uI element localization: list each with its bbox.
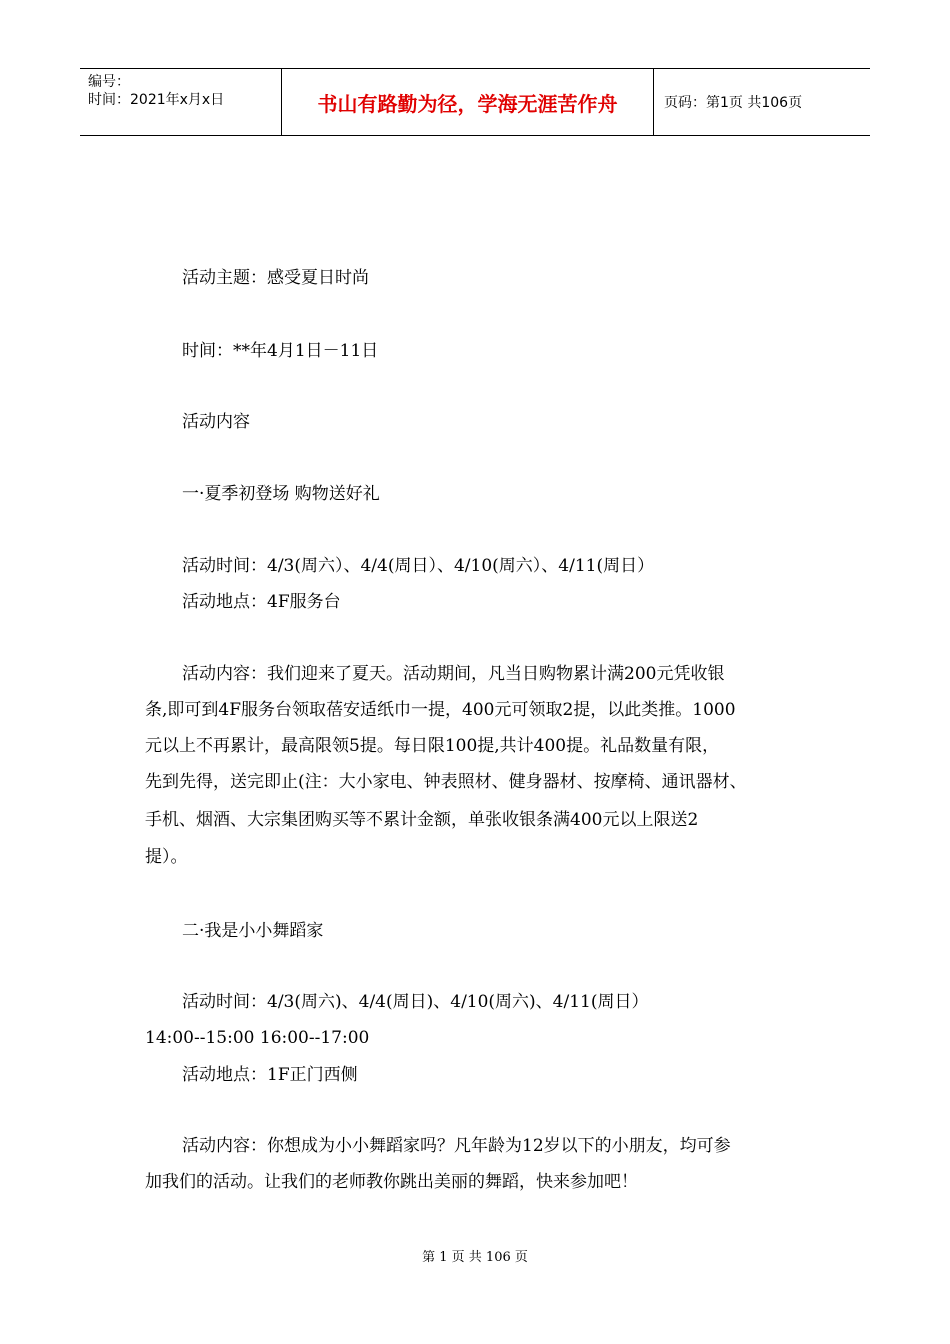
section-two-location: 活动地点：1F正门西侧 [182,1065,358,1085]
activity-theme: 活动主题：感受夏日时尚 [182,268,369,288]
section-two-paragraph-line: 加我们的活动。让我们的老师教你跳出美丽的舞蹈，快来参加吧！ [145,1172,638,1192]
section-one-paragraph-line: 先到先得，送完即止(注：大小家电、钟表照材、健身器材、按摩椅、通讯器材、 [145,772,747,792]
section-two-time-slots: 14:00--15:00 16:00--17:00 [145,1028,370,1048]
header-meta [80,69,282,135]
section-one-paragraph-line: 元以上不再累计，最高限领5提。每日限100提,共计400提。礼品数量有限， [145,736,720,756]
page-footer: 第 1 页 共 106 页 [422,1250,528,1265]
section-heading-content: 活动内容 [182,412,250,432]
section-one-paragraph-line: 活动内容：我们迎来了夏天。活动期间，凡当日购物累计满200元凭收银 [182,664,725,684]
section-one-paragraph-line: 提）。 [145,847,188,867]
section-one-paragraph-line: 条,即可到4F服务台领取蓓安适纸巾一提，400元可领取2提，以此类推。1000 [145,700,736,720]
section-two-time: 活动时间：4/3(周六)、4/4(周日)、4/10(周六)、4/11(周日） [182,992,649,1012]
section-one-title: 一·夏季初登场 购物送好礼 [182,484,380,504]
section-one-paragraph-line: 手机、烟酒、大宗集团购买等不累计金额，单张收银条满400元以上限送2 [145,810,699,830]
document-number-label: 编号： [88,74,130,90]
section-one-time: 活动时间：4/3(周六）、4/4(周日）、4/10(周六）、4/11(周日） [182,556,655,576]
page-header [80,68,870,136]
section-one-location: 活动地点：4F服务台 [182,592,341,612]
document-time-label: 时间：2021年x月x日 [88,92,225,108]
header-motto: 书山有路勤为径，学海无涯苦作舟 [282,69,654,135]
section-two-paragraph-line: 活动内容：你想成为小小舞蹈家吗？凡年龄为12岁以下的小朋友，均可参 [182,1136,731,1156]
activity-date: 时间：**年4月1日－11日 [182,341,379,361]
header-page-info: 页码：第1页 共106页 [664,95,803,111]
section-two-title: 二·我是小小舞蹈家 [182,921,324,941]
